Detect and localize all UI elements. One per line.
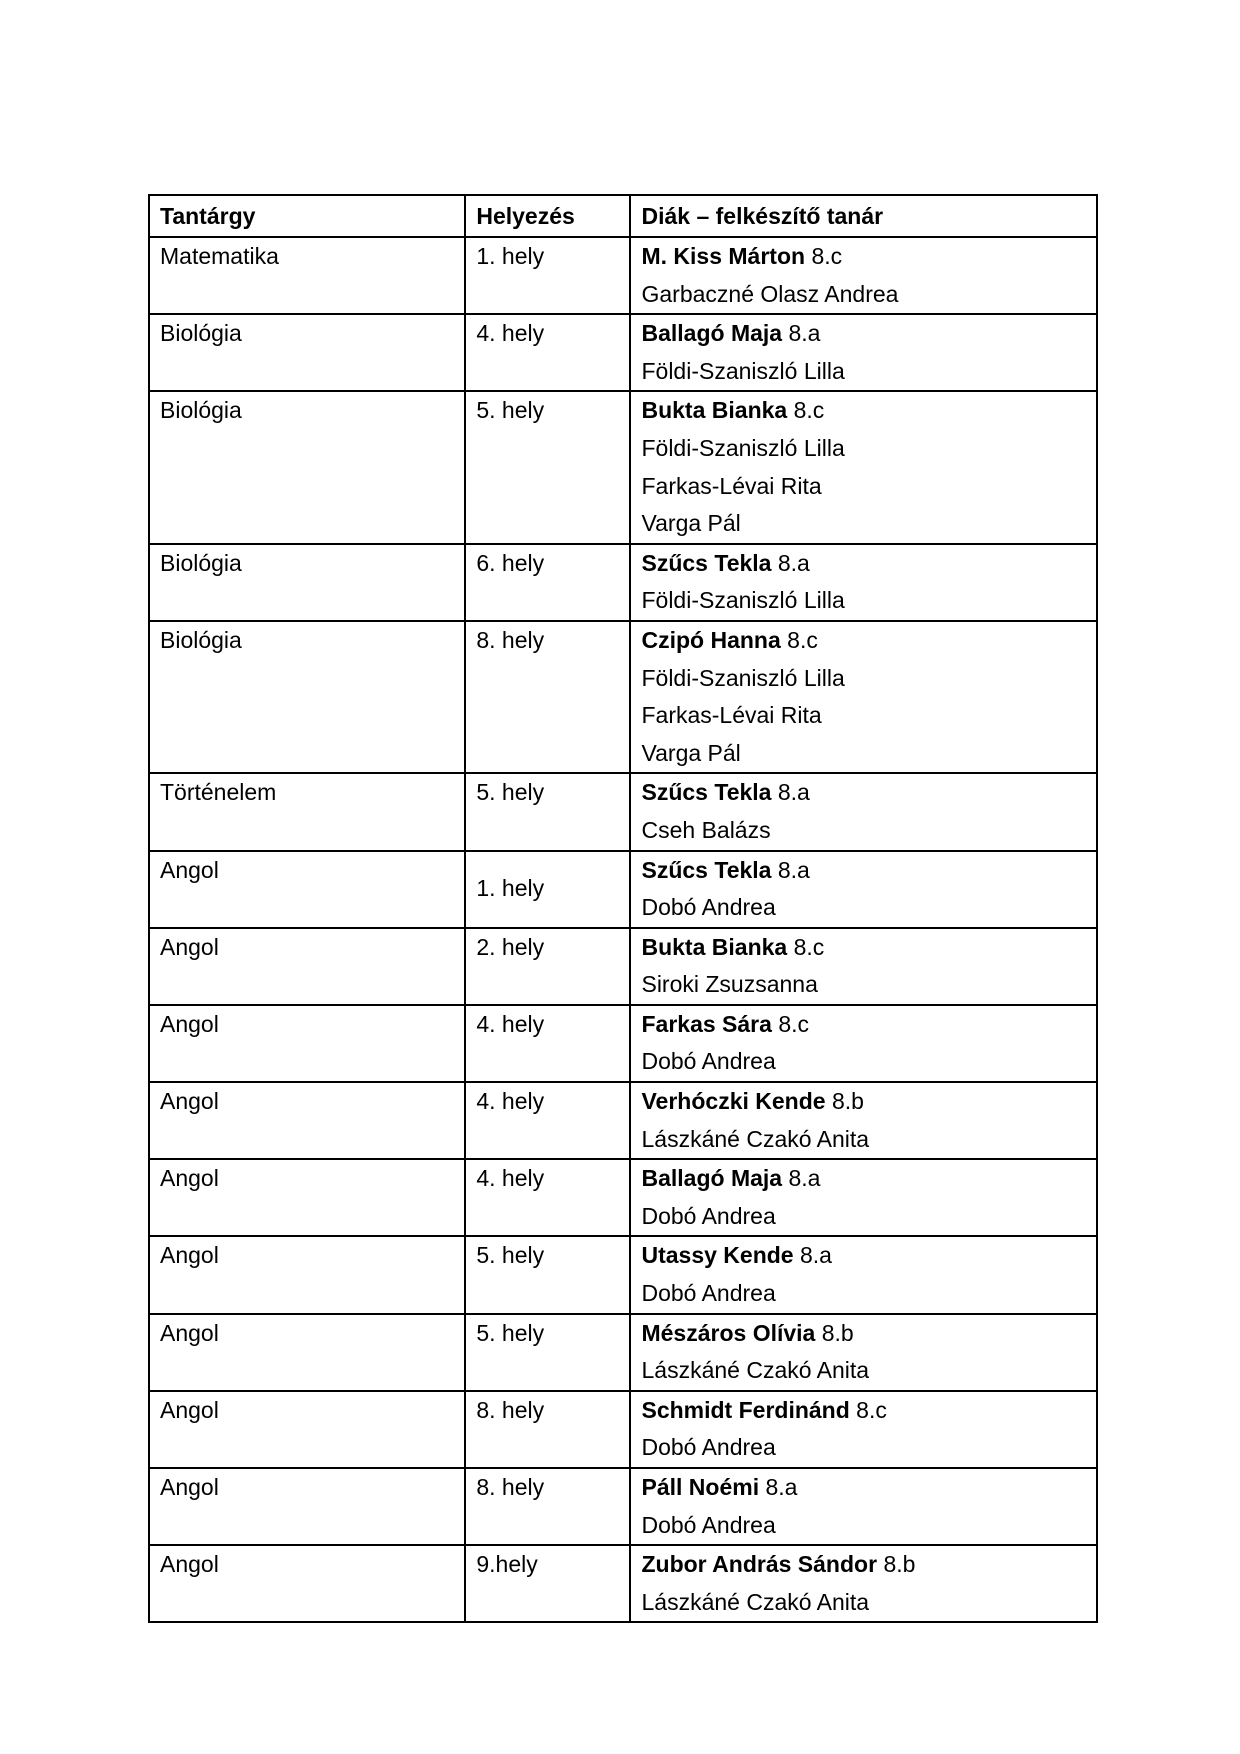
student-line	[641, 852, 1086, 890]
teacher-name: Dobó Andrea	[641, 1280, 776, 1307]
subject-cell: Angol	[149, 1391, 465, 1468]
place-cell: 6. hely	[465, 544, 630, 621]
teacher-name: Cseh Balázs	[641, 816, 771, 843]
table-row	[149, 1082, 1097, 1159]
teacher-name: Lászkáné Czakó Anita	[641, 1125, 870, 1152]
student-name: Schmidt Ferdinánd	[641, 1396, 850, 1423]
place-cell: 4. hely	[465, 314, 630, 391]
student-line	[641, 1546, 1086, 1584]
subject-cell: Angol	[149, 1159, 465, 1236]
student-class: 8.c	[787, 626, 818, 653]
teacher-name: Dobó Andrea	[641, 1202, 776, 1229]
student-name: Szűcs Tekla	[641, 779, 772, 806]
student-teacher-cell	[630, 1545, 1097, 1622]
student-name: Szűcs Tekla	[641, 549, 772, 576]
place-cell: 5. hely	[465, 391, 630, 543]
student-teacher-cell	[630, 1391, 1097, 1468]
student-teacher-cell	[630, 391, 1097, 543]
place-cell: 1. hely	[465, 851, 630, 928]
student-name: Czipó Hanna	[641, 626, 781, 653]
student-class: 8.a	[788, 1165, 821, 1192]
table-row	[149, 391, 1097, 543]
student-name: Mészáros Olívia	[641, 1319, 816, 1346]
teacher-name: Lászkáné Czakó Anita	[641, 1357, 870, 1384]
student-teacher-cell	[630, 1314, 1097, 1391]
student-teacher-cell	[630, 1005, 1097, 1082]
student-name: Szűcs Tekla	[641, 856, 772, 883]
student-class: 8.a	[777, 549, 810, 576]
place-cell: 5. hely	[465, 1236, 630, 1313]
teacher-name: Varga Pál	[641, 739, 741, 766]
subject-cell: Biológia	[149, 621, 465, 773]
student-line	[641, 1006, 1086, 1044]
table-row	[149, 1468, 1097, 1545]
subject-cell: Angol	[149, 1545, 465, 1622]
student-name: Utassy Kende	[641, 1242, 794, 1269]
student-teacher-cell	[630, 1468, 1097, 1545]
student-name: Bukta Bianka	[641, 397, 788, 424]
teacher-name: Dobó Andrea	[641, 1434, 776, 1461]
student-class: 8.b	[831, 1088, 864, 1115]
table-row	[149, 1314, 1097, 1391]
table-row	[149, 544, 1097, 621]
place-cell: 2. hely	[465, 928, 630, 1005]
student-teacher-cell	[630, 1236, 1097, 1313]
subject-cell: Matematika	[149, 237, 465, 314]
subject-cell: Angol	[149, 928, 465, 1005]
student-teacher-cell	[630, 314, 1097, 391]
table-row	[149, 621, 1097, 773]
teacher-name: Lászkáné Czakó Anita	[641, 1588, 870, 1615]
header-place: Helyezés	[465, 195, 630, 237]
student-teacher-cell	[630, 237, 1097, 314]
student-line	[641, 315, 1086, 353]
place-cell: 4. hely	[465, 1005, 630, 1082]
student-class: 8.a	[777, 856, 810, 883]
teacher-name: Farkas-Lévai Rita	[641, 472, 822, 499]
teacher-name: Dobó Andrea	[641, 894, 776, 921]
subject-cell: Angol	[149, 1005, 465, 1082]
teacher-name: Siroki Zsuzsanna	[641, 971, 818, 998]
teacher-name: Dobó Andrea	[641, 1048, 776, 1075]
teacher-name: Varga Pál	[641, 510, 741, 537]
table-header-row	[149, 195, 1097, 237]
student-name: Zubor András Sándor	[641, 1551, 878, 1578]
student-teacher-cell	[630, 1082, 1097, 1159]
teacher-name: Dobó Andrea	[641, 1511, 776, 1538]
student-name: Ballagó Maja	[641, 320, 783, 347]
teacher-name: Farkas-Lévai Rita	[641, 702, 822, 729]
student-class: 8.c	[856, 1396, 887, 1423]
teacher-name: Földi-Szaniszló Lilla	[641, 434, 845, 461]
student-name: Ballagó Maja	[641, 1165, 783, 1192]
student-class: 8.a	[765, 1474, 798, 1500]
student-line	[641, 1237, 1086, 1275]
teacher-name: Garbaczné Olasz Andrea	[641, 280, 899, 307]
student-class: 8.b	[883, 1551, 916, 1578]
table-row	[149, 314, 1097, 391]
student-line	[641, 622, 1086, 660]
subject-cell: Biológia	[149, 314, 465, 391]
table-row	[149, 1159, 1097, 1236]
table-row	[149, 1545, 1097, 1622]
place-cell: 1. hely	[465, 237, 630, 314]
place-cell: 4. hely	[465, 1159, 630, 1236]
header-subject: Tantárgy	[149, 195, 465, 237]
student-line	[641, 1392, 1086, 1430]
table-row	[149, 851, 1097, 928]
table-row	[149, 928, 1097, 1005]
place-cell: 5. hely	[465, 773, 630, 850]
table-row	[149, 237, 1097, 314]
subject-cell: Biológia	[149, 544, 465, 621]
student-line	[641, 545, 1086, 583]
teacher-name: Földi-Szaniszló Lilla	[641, 357, 845, 384]
subject-cell: Angol	[149, 1082, 465, 1159]
student-class: 8.c	[811, 243, 843, 269]
student-line	[641, 1315, 1086, 1353]
table-row	[149, 1005, 1097, 1082]
student-teacher-cell	[630, 544, 1097, 621]
competition-results-table	[148, 194, 1098, 1623]
teacher-name: Földi-Szaniszló Lilla	[641, 587, 845, 614]
student-class: 8.c	[778, 1010, 809, 1037]
student-name: M. Kiss Márton	[641, 243, 806, 269]
student-class: 8.c	[793, 933, 825, 960]
subject-cell: Angol	[149, 851, 465, 928]
student-line	[641, 1160, 1086, 1198]
subject-cell: Angol	[149, 1236, 465, 1313]
table-row	[149, 773, 1097, 850]
table-body	[149, 237, 1097, 1622]
student-teacher-cell	[630, 773, 1097, 850]
student-name: Farkas Sára	[641, 1010, 772, 1037]
place-cell: 5. hely	[465, 1314, 630, 1391]
place-cell: 8. hely	[465, 1468, 630, 1545]
student-line	[641, 1083, 1086, 1121]
place-cell: 4. hely	[465, 1082, 630, 1159]
student-name: Verhóczki Kende	[641, 1088, 826, 1115]
subject-cell: Történelem	[149, 773, 465, 850]
header-student-teacher: Diák – felkészítő tanár	[630, 195, 1097, 237]
subject-cell: Biológia	[149, 391, 465, 543]
student-teacher-cell	[630, 621, 1097, 773]
teacher-name: Földi-Szaniszló Lilla	[641, 664, 845, 691]
table-row	[149, 1391, 1097, 1468]
student-class: 8.a	[800, 1242, 832, 1269]
subject-cell: Angol	[149, 1468, 465, 1545]
student-class: 8.a	[777, 779, 810, 806]
place-cell: 9.hely	[465, 1545, 630, 1622]
place-cell: 8. hely	[465, 621, 630, 773]
student-line	[641, 929, 1086, 967]
student-teacher-cell	[630, 928, 1097, 1005]
student-teacher-cell	[630, 851, 1097, 928]
table-row	[149, 1236, 1097, 1313]
place-cell: 8. hely	[465, 1391, 630, 1468]
student-name: Páll Noémi	[641, 1474, 760, 1500]
student-teacher-cell	[630, 1159, 1097, 1236]
student-name: Bukta Bianka	[641, 933, 788, 960]
student-class: 8.a	[788, 320, 821, 347]
student-class: 8.c	[793, 397, 825, 424]
student-line	[641, 238, 1086, 276]
student-class: 8.b	[821, 1319, 854, 1346]
student-line	[641, 1469, 1086, 1507]
subject-cell: Angol	[149, 1314, 465, 1391]
student-line	[641, 392, 1086, 430]
student-line	[641, 774, 1086, 812]
